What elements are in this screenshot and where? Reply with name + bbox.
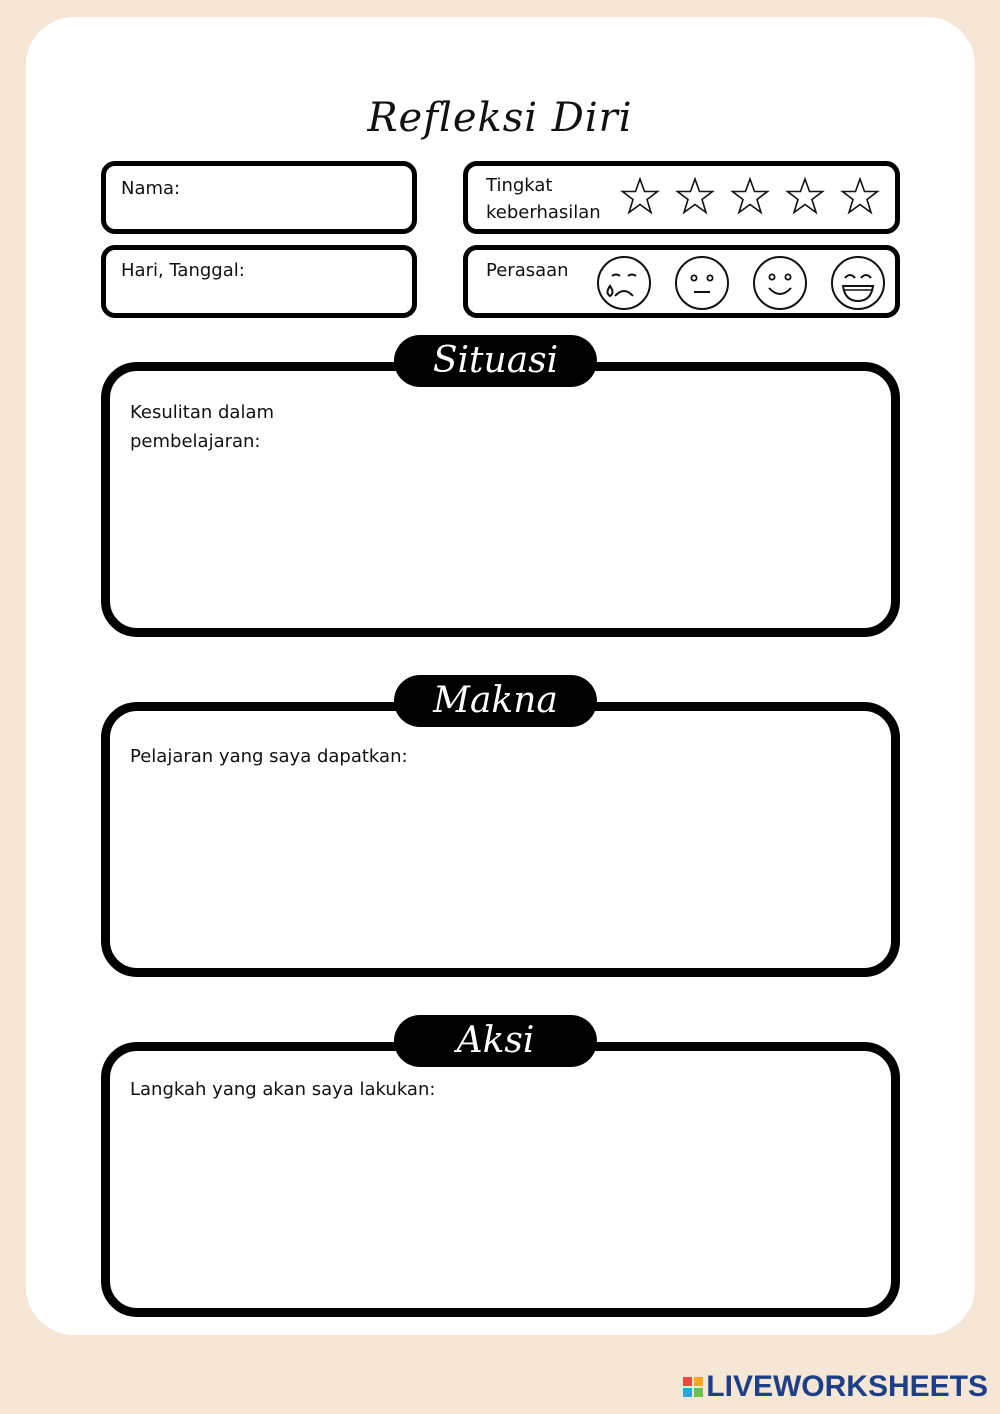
star-icon[interactable] [675, 176, 715, 216]
date-field[interactable] [101, 245, 417, 318]
star-icon[interactable] [785, 176, 825, 216]
situation-prompt-line1: Kesulitan dalam [130, 402, 275, 423]
star-icon[interactable] [730, 176, 770, 216]
meaning-section[interactable] [101, 702, 900, 977]
meaning-prompt: Pelajaran yang saya dapatkan: [130, 746, 408, 767]
watermark-text: LIVEWORKSHEETS [706, 1370, 988, 1403]
crying-face-icon[interactable] [596, 255, 652, 311]
liveworksheets-watermark [683, 1370, 988, 1404]
name-field[interactable] [101, 161, 417, 234]
feeling-options [596, 255, 886, 311]
grin-face-icon[interactable] [830, 255, 886, 311]
star-rating [620, 176, 880, 216]
success-label-line2: keberhasilan [486, 202, 601, 223]
success-label-line1: Tingkat [486, 175, 553, 196]
situation-section[interactable] [101, 362, 900, 637]
neutral-face-icon[interactable] [674, 255, 730, 311]
liveworksheets-logo-icon [683, 1377, 703, 1397]
star-icon[interactable] [840, 176, 880, 216]
page-title: Refleksi Diri [367, 95, 633, 141]
smile-face-icon[interactable] [752, 255, 808, 311]
situation-heading: Situasi [394, 335, 597, 387]
success-rating-field [463, 161, 900, 234]
date-label: Hari, Tanggal: [121, 260, 245, 281]
star-icon[interactable] [620, 176, 660, 216]
action-heading: Aksi [394, 1015, 597, 1067]
action-section[interactable] [101, 1042, 900, 1317]
meaning-heading: Makna [394, 675, 597, 727]
action-prompt: Langkah yang akan saya lakukan: [130, 1079, 436, 1100]
feeling-field [463, 245, 900, 318]
situation-prompt-line2: pembelajaran: [130, 431, 261, 452]
name-label: Nama: [121, 178, 181, 199]
feeling-label: Perasaan [486, 260, 569, 281]
